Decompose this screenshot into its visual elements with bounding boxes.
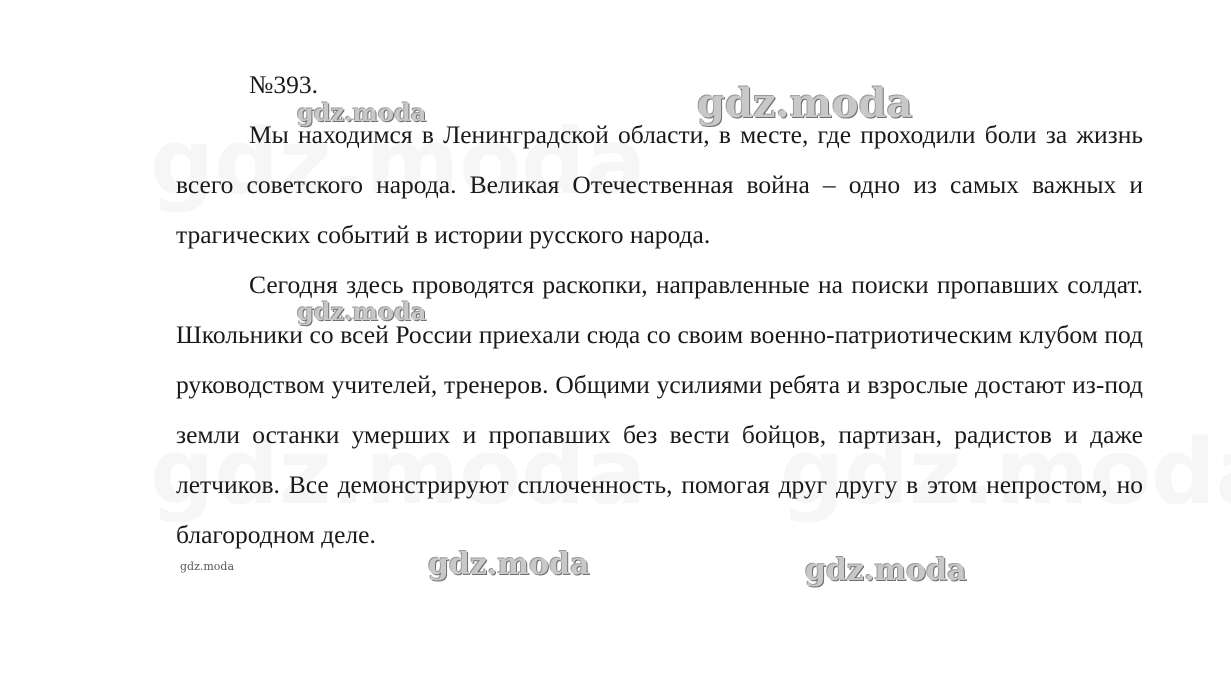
watermark-logo: gdz.moda: [805, 553, 967, 588]
watermark-logo: gdz.moda: [697, 80, 913, 127]
watermark-logo: gdz.moda: [428, 547, 590, 582]
paragraph-1: Мы находимся в Ленинградской области, в месте, где проходили боли за жизнь всего советского народа. Великая Отечественная война – одно из самых важных и трагических событий в истории русского народа.: [176, 120, 1143, 249]
watermark-logo: gdz.moda: [297, 98, 427, 127]
paragraph-2: Сегодня здесь проводятся раскопки, направленные на поиски пропавших солдат. Школьники со всей России приехали сюда со своим военно-патриотическим клубом под руководством учителей, тренеров. Общими усилиями ребята и взрослые достают из-под земли останки умерших и пропавших без вести бойцов, партизан, радистов и даже летчиков. Все демонстрируют сплоченность, помогая друг другу в этом непростом, но благородном деле.: [176, 270, 1143, 549]
document-body: [176, 60, 1143, 560]
exercise-number: №393.: [249, 70, 318, 99]
watermark-logo: gdz.moda: [297, 297, 427, 326]
watermark-logo-small: gdz.moda: [180, 560, 235, 573]
